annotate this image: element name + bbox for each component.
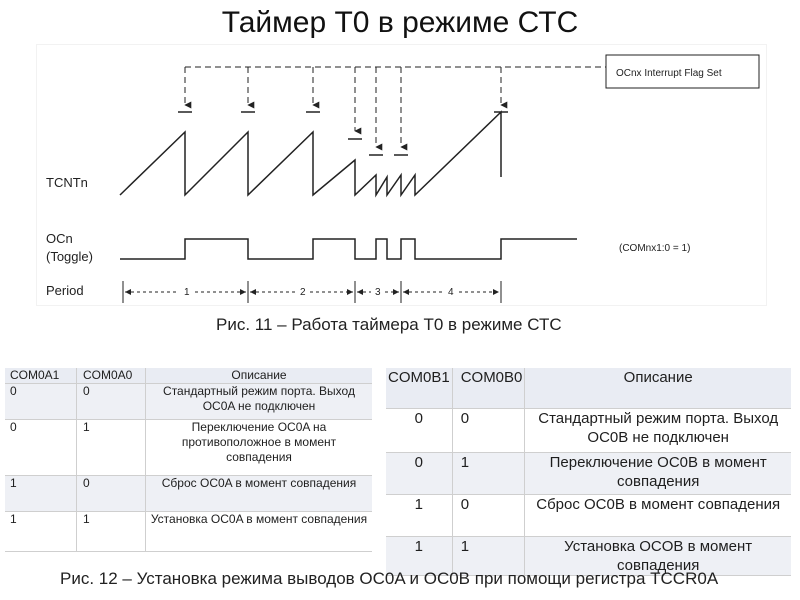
ocn-label: OCn	[46, 231, 73, 246]
table-cell: 1	[386, 536, 452, 575]
period-3-label: 3	[375, 287, 381, 298]
table-cell: 1	[452, 536, 525, 575]
table-cell: 1	[386, 494, 452, 536]
table-cell: Сброс OC0B в момент совпадения	[525, 494, 791, 536]
period-label: Period	[46, 283, 84, 298]
table-row	[386, 452, 791, 494]
tcnt-waveform	[120, 112, 501, 195]
col-header: COM0B1	[386, 368, 452, 408]
period-4-label: 4	[448, 287, 454, 298]
col-header: Описание	[146, 368, 373, 384]
col-header: COM0A0	[77, 368, 146, 384]
com0b-mode-table	[386, 368, 791, 576]
tcnt-label: TCNTn	[46, 175, 88, 190]
table-cell: Сброс OC0A в момент совпадения	[146, 476, 373, 512]
table-row	[5, 420, 372, 476]
col-header: COM0A1	[5, 368, 77, 384]
table-cell: 1	[5, 512, 77, 552]
table-row	[5, 476, 372, 512]
col-header: Описание	[525, 368, 791, 408]
table-cell: 0	[5, 420, 77, 476]
table-header-row	[5, 368, 372, 384]
figure-12-caption: Рис. 12 – Установка режима выводов OC0A и OC0B при помощи регистра TCCR0A	[60, 569, 719, 588]
table-cell: 0	[5, 384, 77, 420]
table-cell: 0	[452, 408, 525, 452]
table-cell: Установка OCOB в момент совпадения	[525, 536, 791, 575]
period-1-label: 1	[184, 287, 190, 298]
table-cell: 1	[5, 476, 77, 512]
table-row	[5, 512, 372, 552]
table-row	[386, 408, 791, 452]
table-cell: 0	[452, 494, 525, 536]
period-2-label: 2	[300, 287, 306, 298]
col-header: COM0B0	[452, 368, 525, 408]
table-cell: Стандартный режим порта. Выход OC0B не подключен	[525, 408, 791, 452]
toggle-label: (Toggle)	[46, 249, 93, 264]
ocn-waveform	[120, 239, 577, 259]
table-cell: 1	[452, 452, 525, 494]
timing-svg	[37, 45, 766, 305]
table-cell: Установка OC0A в момент совпадения	[146, 512, 373, 552]
ctc-timing-diagram	[37, 45, 766, 305]
table-row	[386, 494, 791, 536]
table-row	[5, 384, 372, 420]
top-level-marks	[178, 112, 508, 155]
table-cell: Стандартный режим порта. Выход OC0A не подключен	[146, 384, 373, 420]
slide-title: Таймер Т0 в режиме СТС	[221, 6, 579, 39]
table-cell: 0	[77, 384, 146, 420]
table-cell: 0	[386, 452, 452, 494]
figure-11-caption: Рис. 11 – Работа таймера Т0 в режиме СТС	[216, 315, 562, 334]
table-cell: Переключение OC0B в момент совпадения	[525, 452, 791, 494]
table-cell: 1	[77, 512, 146, 552]
table-cell: 1	[77, 420, 146, 476]
com0a-mode-table	[5, 368, 372, 552]
table-cell: 0	[77, 476, 146, 512]
table-cell: Переключение OC0A на противоположное в момент совпадения	[146, 420, 373, 476]
table-cell: 0	[386, 408, 452, 452]
com-mode-note: (COMnx1:0 = 1)	[619, 243, 691, 254]
table-header-row	[386, 368, 791, 408]
interrupt-flag-label: OCnx Interrupt Flag Set	[616, 68, 722, 79]
